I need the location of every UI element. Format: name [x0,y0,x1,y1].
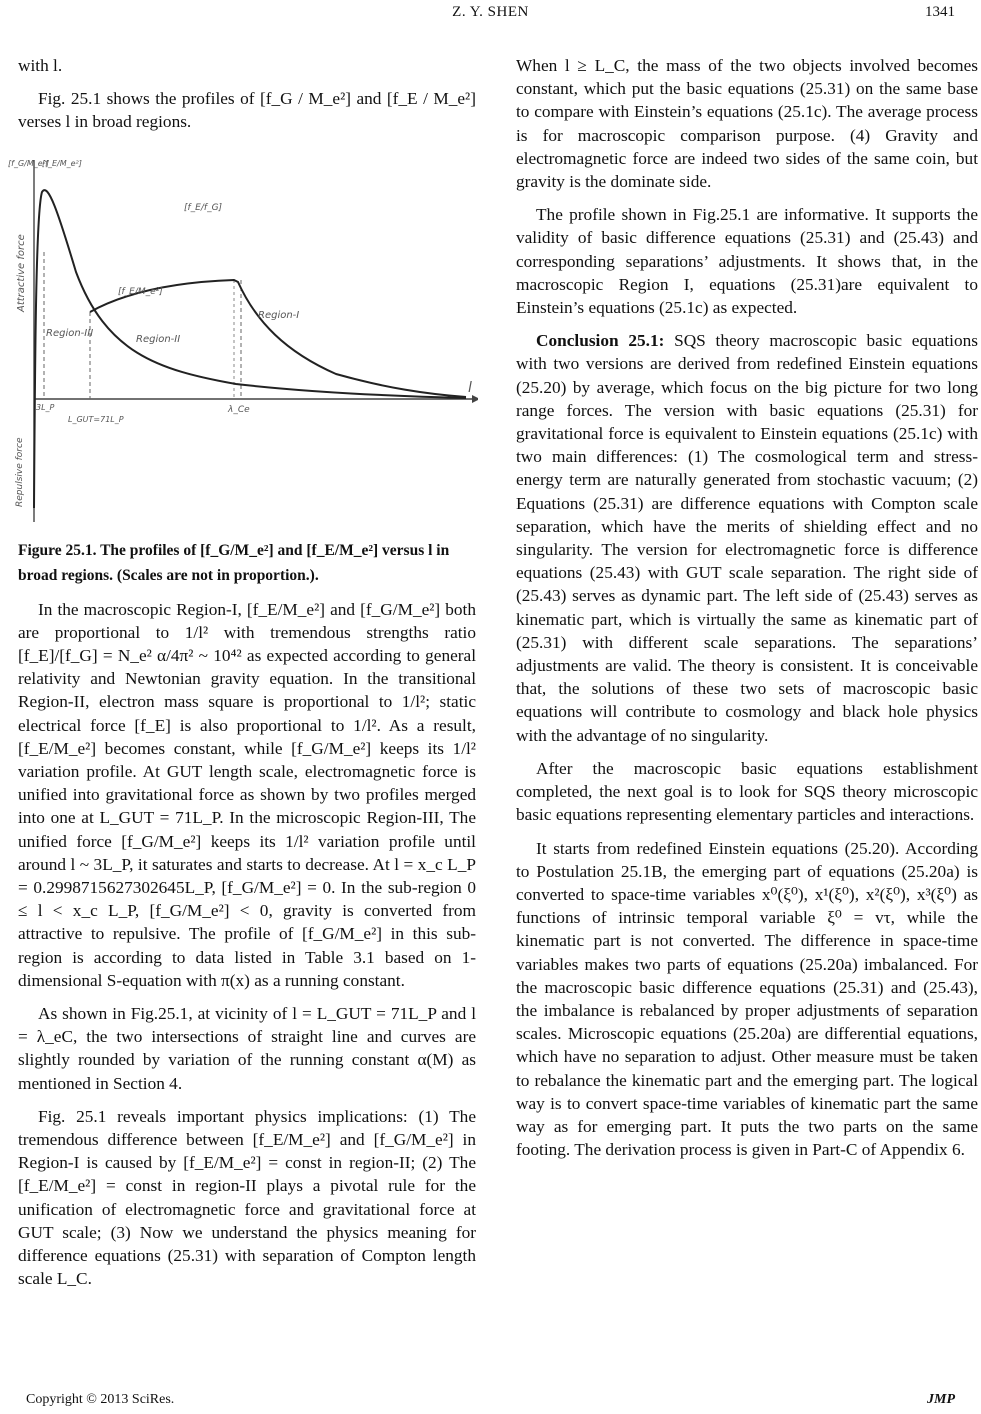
fg-profile-curve [34,190,466,508]
figure-caption: Figure 25.1. The profiles of [f_G/M_e²] and [f_E/M_e²] versus l in broad regions. (Scales are not in proportion.). [18,541,450,584]
label-lambda-ce: λ_Ce [228,404,250,415]
running-title: Z. Y. SHEN [452,4,529,20]
journal-name: JMP [927,1392,955,1407]
x-axis-arrow [472,395,478,403]
copyright: Copyright © 2013 SciRes. [26,1392,175,1407]
figure-25-1 [6,152,478,530]
label-fe-top: [f_E/M_e²] [42,158,82,168]
label-fe-fg: [f_E/f_G] [184,202,223,213]
right-column [516,54,978,1171]
page-header [0,4,981,26]
conclusion-paragraph [516,329,978,747]
label-region-I: Region-I [258,309,300,321]
label-region-III: Region-III [46,327,94,339]
label-3lp: 3L_P [36,402,55,412]
page-footer [0,1392,981,1410]
label-fe-region3: [f_E/M_e²] [118,286,163,297]
label-repulsive-force: Repulsive force [15,437,25,507]
label-x-axis: l [468,379,472,396]
label-region-II: Region-II [136,333,181,345]
paragraph: As shown in Fig.25.1, at vicinity of l = L_GUT = 71L_P and l = λ_eC, the two intersections of straight line and curves are slightly rounded by variation of the running constant α(M) as mentioned in Section 4. [18,1004,476,1093]
paragraph: with l. [18,56,63,75]
paragraph: Fig. 25.1 shows the profiles of [f_G / M_e²] and [f_E / M_e²] verses l in broad regions. [18,89,476,132]
conclusion-heading: Conclusion 25.1: [536,331,665,351]
paragraph: When l ≥ L_C, the mass of the two objects involved becomes constant, which put the basic equations (25.31) on the same base to compare with Einstein’s equations (25.1c). The average process is for macroscopic comparison purpose. (4) Gravity and electromagnetic force are indeed two sides of the same coin, but gravity is the dominate side. [516,56,978,192]
label-lgut: L_GUT=71L_P [68,414,124,424]
page-number: 1341 [925,4,955,20]
paragraph: Fig. 25.1 reveals important physics implications: (1) The tremendous difference between [f_E/M_e²] and [f_G/M_e²] in Region-I is caused by [f_E/M_e²] = const in region-II; (2) The [f_E/M_e²] = const in region-II plays a pivotal rule for the unification of electromagnetic force and gravitational force at GUT scale; (3) Now we understand the physics meaning for difference equations (25.31) with separation of Compton length scale L_C. [18,1106,476,1289]
paragraph: After the macroscopic basic equations establishment completed, the next goal is to look for SQS theory microscopic basic equations representing elementary particles and interactions. [516,758,978,825]
profile-plot [6,152,478,530]
label-fg-top: [f_G/M_e²] [8,158,49,168]
paragraph: It starts from redefined Einstein equations (25.20). According to Postulation 25.1B, the emerging part of equations (25.20a) is converted to space-time variables x⁰(ξ⁰), x¹(ξ⁰), x²(ξ⁰), x³(ξ⁰) as functions of intrinsic temporal variable ξ⁰ = vτ, while the kinematic part is not converted. The difference in space-time variables makes two parts of equations (25.20a) imbalanced. For the macroscopic basic difference equations (25.31) and (25.43), the imbalance is rebalanced by proper adjustments of separation scales. Microscopic equations (25.20a) are differential equations, which have no separation to adjust. Other measure must be taken to rebalance the kinematic part and the emerging part. The logical way is to convert space-time variables of kinematic part the same way as for emerging part. It puts the two parts on the same footing. The derivation process is given in Part-C of Appendix 6. [516,838,978,1160]
paragraph: In the macroscopic Region-I, [f_E/M_e²] and [f_G/M_e²] both are proportional to 1/l² with tremendous strengths ratio [f_E]/[f_G] = N_e² α/4π² ~ 10⁴² as expected according to general relativity and Newtonian gravity equation. In the transitional Region-II, electron mass square is proportional to 1/l²; static electrical force [f_E] is also proportional to 1/l². As a result, [f_E/M_e²] becomes constant, while [f_G/M_e²] keeps its 1/l² variation profile. At GUT length scale, electromagnetic force is unified into gravitational force as shown by two profiles merged into one at L_GUT = 71L_P. In the microscopic Region-III, The unified force [f_G/M_e²] keeps its 1/l² variation profile until around l ~ 3L_P, it saturates and starts to decrease. At l = x_c L_P = 0.2998715627302645L_P, [f_G/M_e²] = 0. In the sub-region 0 ≤ l < x_c L_P, [f_G/M_e²] < 0, gravity is converted from attractive to repulsive. The profile of [f_G/M_e²] in this sub-region is according to data listed in Table 3.1 based on 1-dimensional S-equation with π(x) as a running constant. [18,599,476,990]
conclusion-body: SQS theory macroscopic basic equations with two versions are derived from redefined Einstein equations (25.20) by average, which focus on the big picture for two long range forces. The version with basic equations (25.31) for gravitational force is equivalent to Einstein equations (25.1c) with two main differences: (1) The cosmological term and stress-energy term are naturally generated from stochastic vacuum; (2) Equations (25.31) are difference equations with Compton scale separation, which have the merits of shielding effect and no singularity. The version for electromagnetic force is difference equations (25.43) with GUT scale separation. The right side of (25.43) serves as dynamic part. The left side of (25.43) serves as kinematic part, which is virtually the same as kinematic part of (25.31) with different scale separations. The separations’ adjustments are valid. The theory is consistent. It is conceivable that, the solutions of these two sets of macroscopic basic equations will contribute to cosmology and black hole physics with the advantage of no singularity. [516,331,978,745]
label-attractive-force: Attractive force [16,233,27,312]
paragraph: The profile shown in Fig.25.1 are informative. It supports the validity of basic difference equations (25.31) and (25.43) and corresponding separations’ adjustments. It shows that, in the macroscopic Region I, equations (25.31)are equivalent to Einstein’s equations (25.1c) as expected. [516,205,978,318]
left-column [8,54,476,1301]
